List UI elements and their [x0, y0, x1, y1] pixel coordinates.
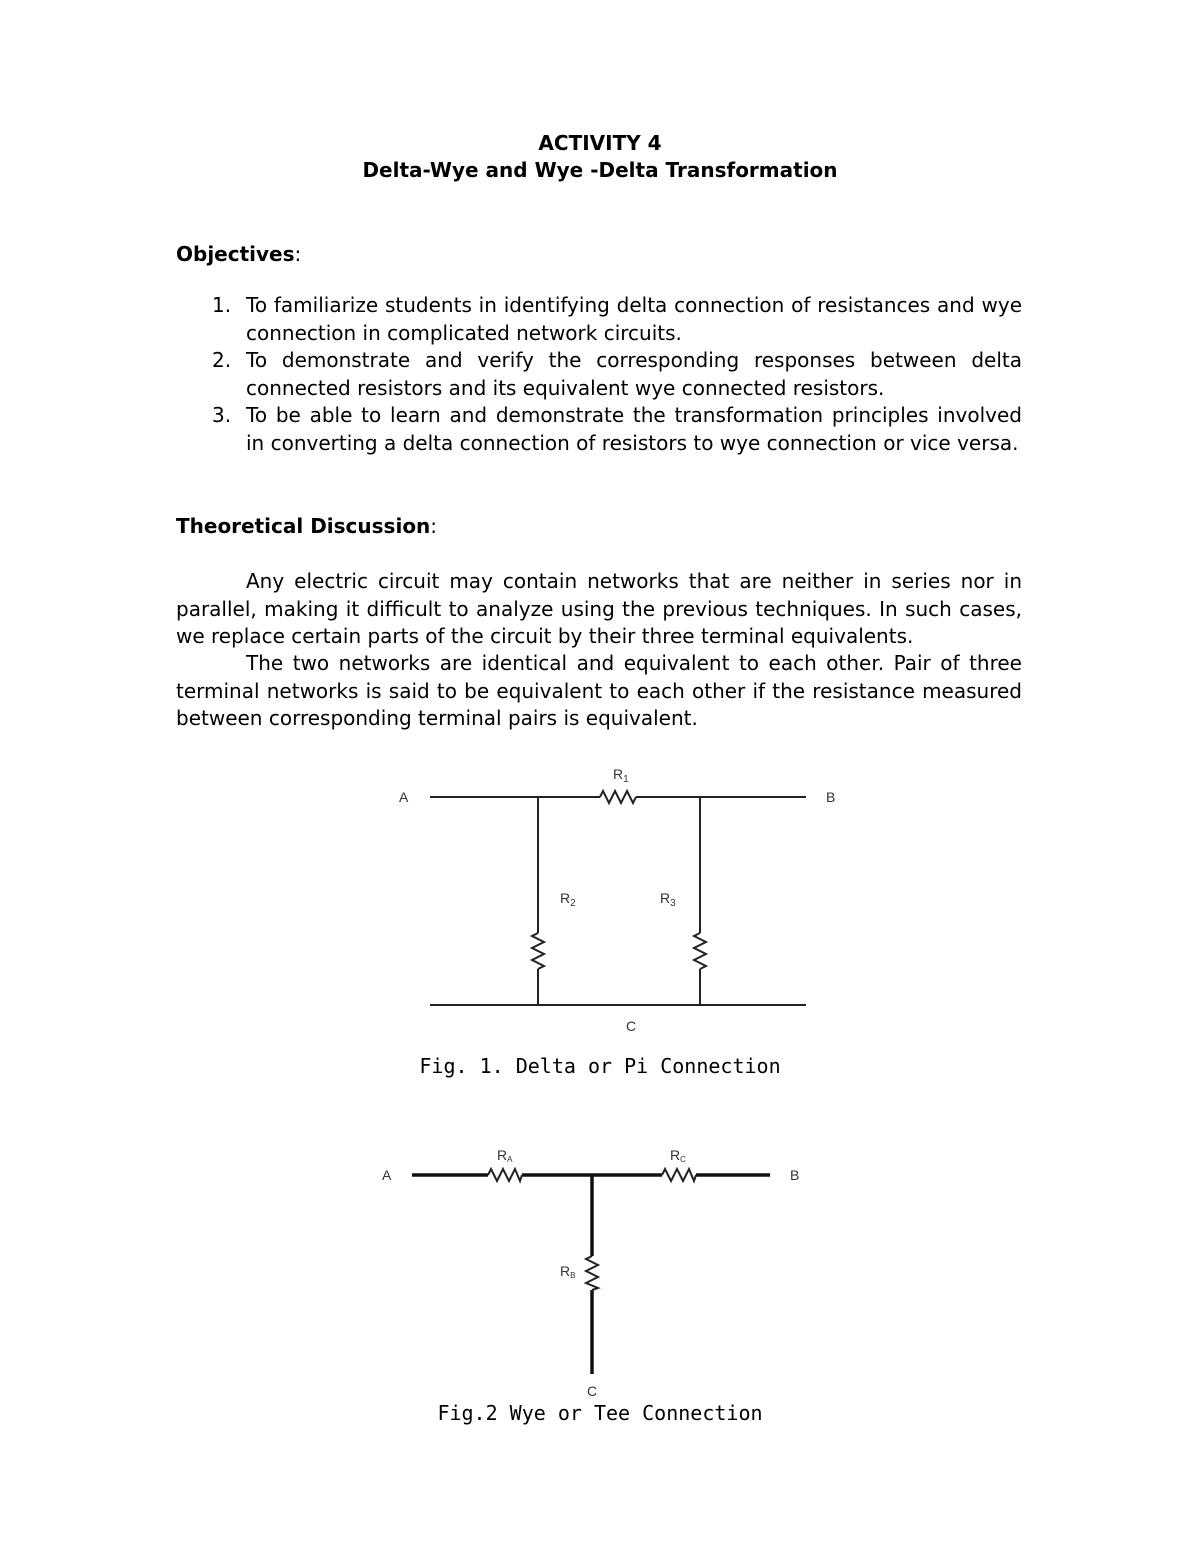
- objective-item: [176, 347, 1022, 402]
- paragraph-1-text: Any electric circuit may contain networks that are neither in series nor in parallel, making it difficult to analyze using the previous techniques. In such cases, we replace certain parts of the circuit by their three terminal equivalents.: [176, 569, 1022, 648]
- ra-label: RA: [497, 1147, 513, 1164]
- objective-text: To demonstrate and verify the corresponding responses between delta connected resistors and its equivalent wye connected resistors.: [246, 348, 1022, 400]
- r2-label: $R_2$: [560, 890, 576, 909]
- terminal-a-label: A: [399, 789, 409, 805]
- objective-text: To familiarize students in identifying delta connection of resistances and wye connection in complicated network circuits.: [246, 293, 1022, 345]
- resistor-r1: [600, 791, 636, 803]
- terminal-c-label: C: [587, 1383, 598, 1399]
- activity-subtitle: Delta-Wye and Wye -Delta Transformation: [362, 158, 838, 182]
- terminal-b-label: B: [826, 789, 836, 805]
- objective-number: 2.: [212, 348, 232, 372]
- resistor-rc: [662, 1169, 696, 1181]
- rc-label: RC: [670, 1147, 686, 1164]
- r1-label: $R_1$: [613, 766, 629, 785]
- terminal-a-label: A: [382, 1167, 392, 1183]
- objective-number: 3.: [212, 403, 232, 427]
- fig2-caption: Fig.2 Wye or Tee Connection: [437, 1401, 763, 1425]
- discussion-paragraph-2: [176, 650, 1022, 733]
- discussion-heading-text: Theoretical Discussion: [176, 514, 431, 538]
- resistor-r3: [694, 933, 706, 969]
- objective-number: 1.: [212, 293, 232, 317]
- rb-label: RB: [560, 1263, 576, 1280]
- objective-text: To be able to learn and demonstrate the transformation principles involved in converting a delta connection of resistors to wye connection or vice versa.: [246, 403, 1022, 455]
- fig1-caption: Fig. 1. Delta or Pi Connection: [419, 1054, 781, 1078]
- resistor-r2: [532, 933, 544, 969]
- objectives-list: [176, 292, 1022, 457]
- resistor-rb: [586, 1256, 598, 1290]
- paragraph-2-text: The two networks are identical and equivalent to each other. Pair of three terminal networks is said to be equivalent to each other if the resistance measured between corresponding terminal pairs is equivalent.: [176, 651, 1022, 730]
- objective-item: [176, 292, 1022, 347]
- resistor-ra: [488, 1169, 522, 1181]
- terminal-b-label: B: [790, 1167, 800, 1183]
- discussion-paragraph-1: [176, 568, 1022, 651]
- activity-title: ACTIVITY 4: [538, 131, 662, 155]
- terminal-c-label: C: [626, 1018, 637, 1034]
- delta-pi-diagram: [0, 755, 1200, 1045]
- objectives-heading: Objectives:: [176, 242, 302, 266]
- objectives-heading-text: Objectives: [176, 242, 295, 266]
- discussion-heading: Theoretical Discussion:: [176, 514, 438, 538]
- r3-label: $R_3$: [660, 890, 676, 909]
- objective-item: [176, 402, 1022, 457]
- delta-wires: [430, 797, 806, 1005]
- wye-tee-diagram: [0, 1140, 1200, 1400]
